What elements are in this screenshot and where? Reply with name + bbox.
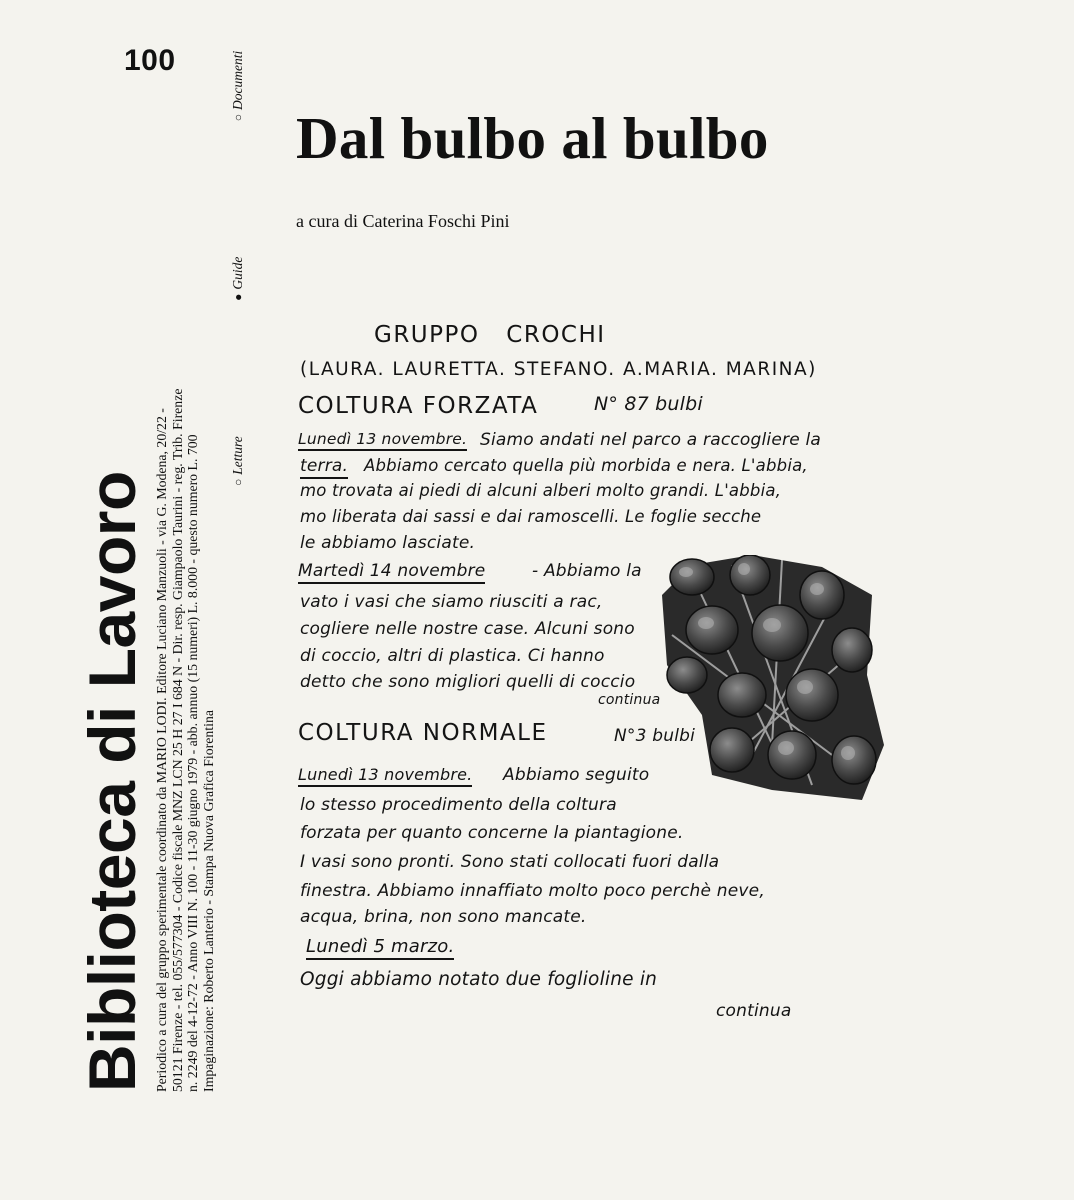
category-label: Guide: [230, 256, 245, 290]
forced-heading: COLTURA FORZATA: [298, 393, 539, 419]
note-line: forzata per quanto concerne la piantagione.: [300, 823, 684, 843]
imprint-line: Periodico a cura del gruppo sperimentale coordinato da MARIO LODI. Editore Luciano Manzuoli - via G. Modena, 20/22 -: [154, 408, 169, 1092]
imprint-line: 50121 Firenze - tel. 055/577304 - Codice fiscale MNZ LCN 25 H 27 I 684 N - Dir. resp. Giampaolo Taurini - reg. Trib. Firenze: [169, 388, 185, 1092]
category-label: Documenti: [230, 50, 245, 110]
group-members: (LAURA. LAURETTA. STEFANO. A.MARIA. MARINA): [300, 359, 817, 380]
filled-circle-icon: ●: [231, 293, 245, 301]
note-line: Oggi abbiamo notato due foglioline in: [300, 969, 658, 990]
forced-count: N° 87 bulbi: [594, 393, 703, 415]
continua-note: continua: [598, 692, 661, 708]
note-line: mo trovata ai piedi di alcuni alberi molto grandi. L'abbia,: [300, 481, 782, 500]
note-line: mo liberata dai sassi e dai ramoscelli. Le foglie secche: [300, 507, 762, 526]
note-line: - Abbiamo la: [532, 561, 642, 581]
note-line: Siamo andati nel parco a raccogliere la: [480, 430, 822, 450]
date-heading: Martedì 14 novembre: [298, 561, 485, 584]
note-line: lo stesso procedimento della coltura: [300, 795, 617, 815]
group-title: GRUPPO CROCHI: [374, 322, 606, 348]
imprint-line: n. 2249 del 4-12-72 - Anno VIII N. 100 - 11-30 giugno 1979 - abb. annuo (15 numeri) L. 8.000 - questo numero L. 700: [185, 434, 200, 1092]
series-title: Biblioteca di Lavoro: [75, 471, 149, 1092]
normal-heading: COLTURA NORMALE: [298, 720, 548, 746]
note-line: acqua, brina, non sono mancate.: [300, 907, 587, 927]
date-heading: Lunedì 5 marzo.: [306, 936, 454, 960]
note-line: le abbiamo lasciate.: [300, 533, 476, 553]
note-line: vato i vasi che siamo riusciti a rac,: [300, 592, 603, 612]
empty-circle-icon: ○: [231, 114, 245, 122]
note-line: Abbiamo cercato quella più morbida e nera. L'abbia,: [364, 456, 808, 475]
empty-circle-icon: ○: [231, 478, 245, 486]
note-line: di coccio, altri di plastica. Ci hanno: [300, 646, 605, 666]
continua-note: continua: [716, 1001, 792, 1021]
date-heading: Lunedì 13 novembre.: [298, 765, 472, 787]
note-line: I vasi sono pronti. Sono stati collocati fuori dalla: [300, 852, 720, 872]
crocus-photo: [662, 555, 884, 800]
note-line: detto che sono migliori quelli di coccio: [300, 672, 636, 692]
date-heading: Lunedì 13 novembre.: [298, 430, 467, 451]
normal-count: N°3 bulbi: [614, 726, 696, 746]
note-line: Abbiamo seguito: [503, 765, 650, 785]
category-label: Letture: [230, 436, 245, 475]
editor-credit: a cura di Caterina Foschi Pini: [296, 211, 510, 231]
note-line: cogliere nelle nostre case. Alcuni sono: [300, 619, 635, 639]
note-word: terra.: [300, 456, 348, 479]
issue-number: 100: [124, 44, 176, 77]
page-title: Dal bulbo al bulbo: [296, 105, 769, 171]
note-line: finestra. Abbiamo innaffiato molto poco perchè neve,: [300, 881, 765, 901]
imprint-line: Impaginazione: Roberto Lanterio - Stampa Nuova Grafica Fiorentina: [200, 710, 216, 1092]
